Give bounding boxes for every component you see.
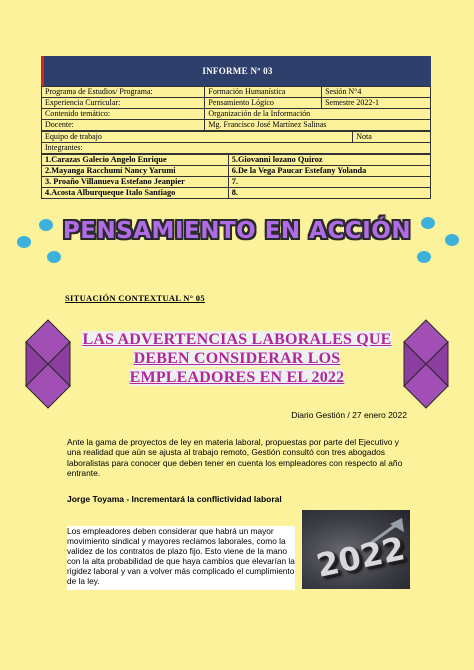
member-name: 7. [228,177,430,188]
members-table [41,154,431,199]
table-row [42,166,431,177]
dot-icon [47,251,61,263]
quote-paragraph: Los empleadores deben considerar que habrá un mayor movimiento sindical y mayores reclamos laborales, como la validez de los contratos de plazo fijo. Esto viene de la mano con la alta probabilidad de que haya cambios que elevarían la rigidez laboral y van a volver más complicado el cumplimiento de la ley. [67,526,295,590]
team-label: Equipo de trabajo [42,132,353,143]
member-name: 8. [228,188,430,199]
table-cell: Docente: [42,120,205,131]
report-title: INFORME Nº 03 [41,56,431,86]
headline-line: DEBEN CONSIDERAR LOS [133,350,341,367]
table-cell: Experiencia Curricular: [42,98,205,109]
table-row [42,177,431,188]
member-name: 5.Giovanni lozano Quiroz [228,155,430,166]
year-text: 2022 [313,529,409,585]
headline-line: EMPLEADORES EN EL 2022 [129,369,345,386]
table-row [42,87,431,98]
table-row [42,98,431,109]
member-name: 2.Mayanga Racchumí Nancy Yarumi [42,166,229,177]
dot-icon [417,251,431,263]
table-row [42,120,431,131]
article-headline [70,330,404,387]
intro-paragraph: Ante la gama de proyectos de ley en materia laboral, propuestas por parte del Ejecutivo y una realidad que aún se ajusta al trabajo remoto, Gestión consultó con tres abogados laboralistas para conocer que deben tener en cuenta los empleadores con respecto al año entrante. [67,437,403,478]
right-diamond-decoration [400,318,452,410]
info-table [41,56,431,199]
dateline: Diario Gestión / 27 enero 2022 [291,410,407,420]
table-row [42,132,431,143]
member-name: 1.Carazas Galecio Angelo Enrique [42,155,229,166]
members-label: Integrantes: [42,143,431,154]
table-cell: Mg. Francisco José Martínez Salinas [205,120,431,131]
table-row [42,155,431,166]
member-name: 3. Proaño Villanueva Estefano Jeanpier [42,177,229,188]
table-cell: Formación Humanística [205,87,322,98]
table-row [42,143,431,154]
course-info [41,86,431,131]
table-row [42,109,431,120]
table-cell: Contenido temático: [42,109,205,120]
table-cell: Sesión N°4 [322,87,431,98]
member-name: 6.De la Vega Paucar Estefany Yolanda [228,166,430,177]
dot-icon [445,234,459,246]
team-info [41,131,431,154]
section-heading: SITUACIÓN CONTEXTUAL N° 05 [65,293,205,303]
table-cell: Semestre 2022-1 [322,98,431,109]
headline-line: LAS ADVERTENCIAS LABORALES QUE [82,331,392,348]
member-name: 4.Acosta Alburqueque Italo Santiago [42,188,229,199]
grade-label: Nota [353,132,431,143]
author-heading: Jorge Toyama - Incrementará la conflictividad laboral [67,494,282,504]
dot-icon [17,236,31,248]
table-cell: Organización de la Información [205,109,431,120]
left-diamond-decoration [22,318,74,410]
table-row [42,188,431,199]
banner-title: PENSAMIENTO EN ACCIÓN [62,218,412,244]
year-2022-image [302,510,410,589]
table-cell: Pensamiento Lógico [205,98,322,109]
table-cell: Programa de Estudios/ Programa: [42,87,205,98]
